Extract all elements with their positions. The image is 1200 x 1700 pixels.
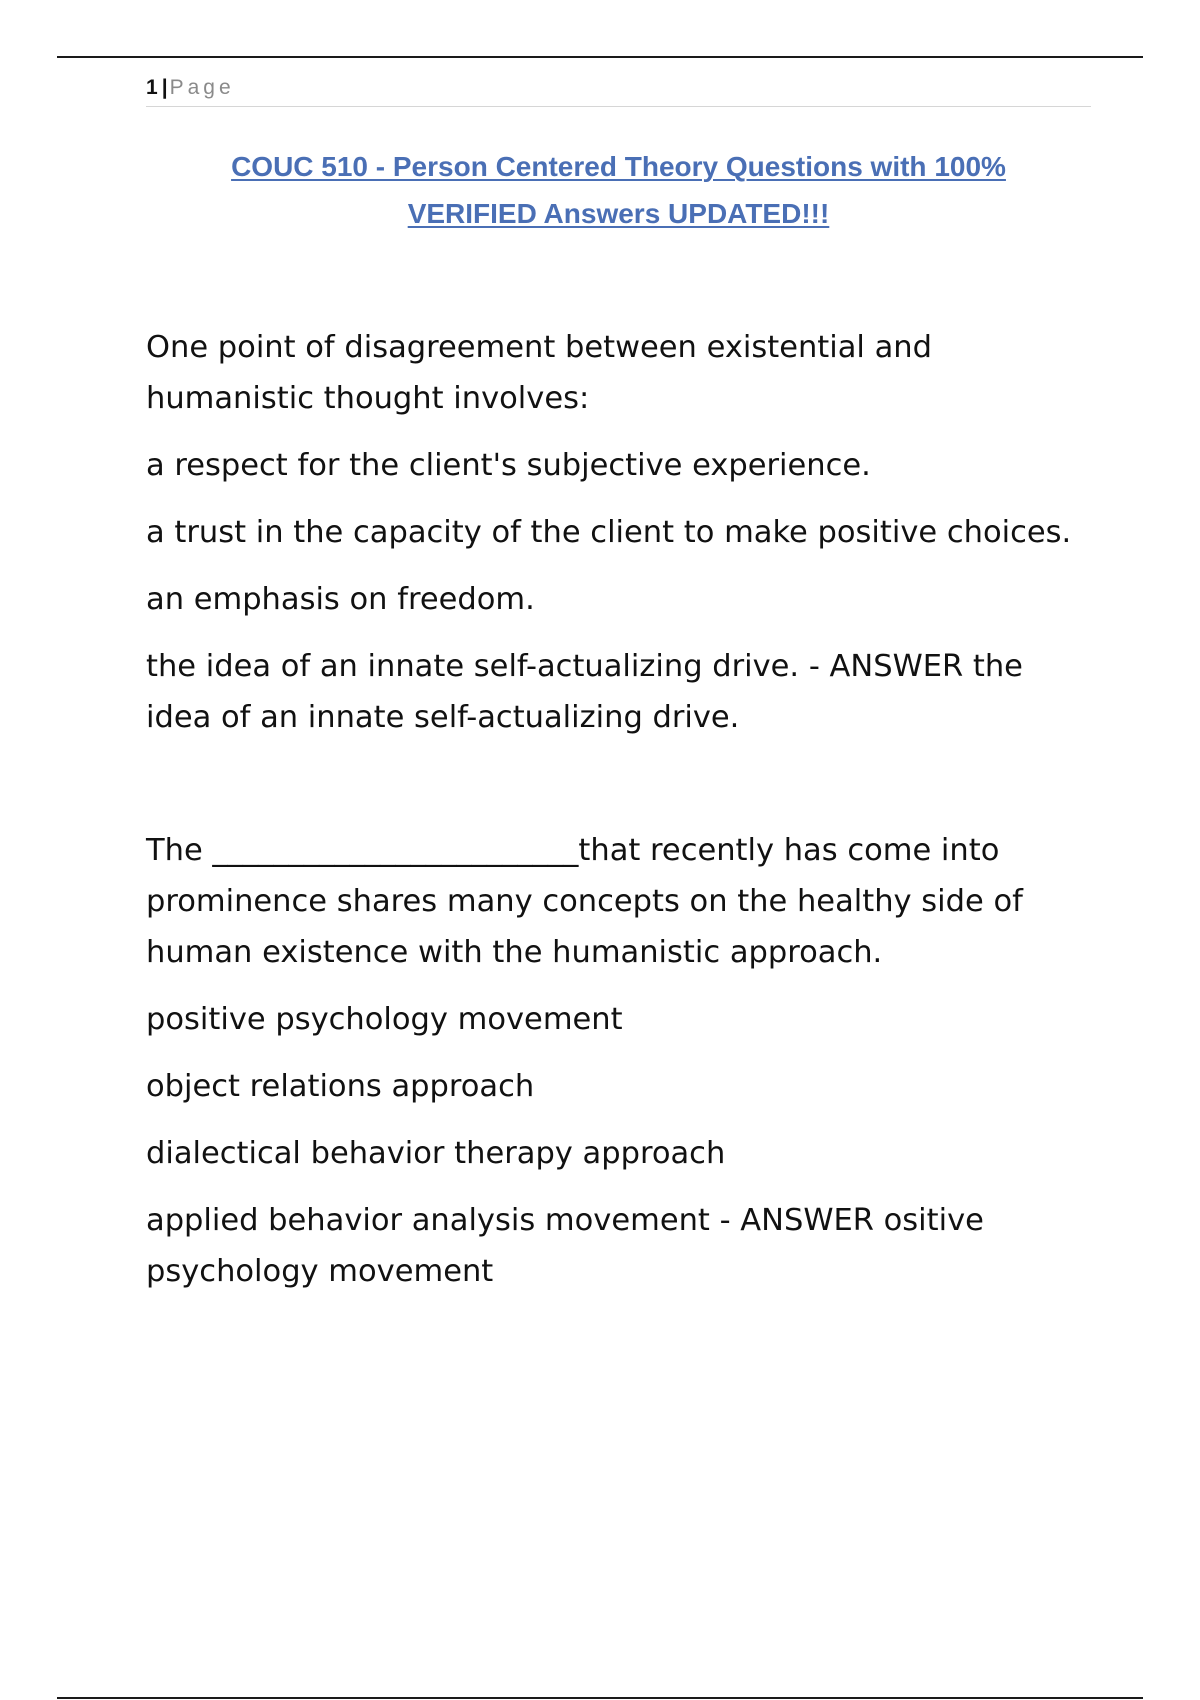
question-text: The ________________________that recently has come into prominence shares many concepts on the healthy side of human existence with the humanistic approach. [146,833,1023,970]
question-block-2 [146,825,1096,1297]
question-text: One point of disagreement between existential and humanistic thought involves: [146,330,932,416]
answer-option-with-answer: applied behavior analysis movement - ANSWER ositive psychology movement [146,1203,984,1289]
page-label: Page [169,76,235,99]
page-number: 1 [146,76,158,99]
page-header [146,74,1091,107]
block-spacer [146,759,1096,825]
answer-option: positive psychology movement [146,1002,623,1037]
top-rule [57,56,1143,58]
answer-option: dialectical behavior therapy approach [146,1136,726,1171]
answer-option: a trust in the capacity of the client to make positive choices. [146,515,1072,550]
answer-option: an emphasis on freedom. [146,582,535,617]
title-line-2: VERIFIED Answers UPDATED!!! [407,198,830,229]
question-block-1 [146,322,1096,743]
page-separator: | [161,76,168,99]
bottom-rule [57,1697,1143,1699]
answer-option: object relations approach [146,1069,535,1104]
document-body [146,322,1096,1313]
document-title [146,143,1091,237]
title-line-1: COUC 510 - Person Centered Theory Questions with 100% [231,151,1006,182]
answer-option: a respect for the client's subjective experience. [146,448,871,483]
answer-option-with-answer: the idea of an innate self-actualizing drive. - ANSWER the idea of an innate self-actualizing drive. [146,649,1023,735]
